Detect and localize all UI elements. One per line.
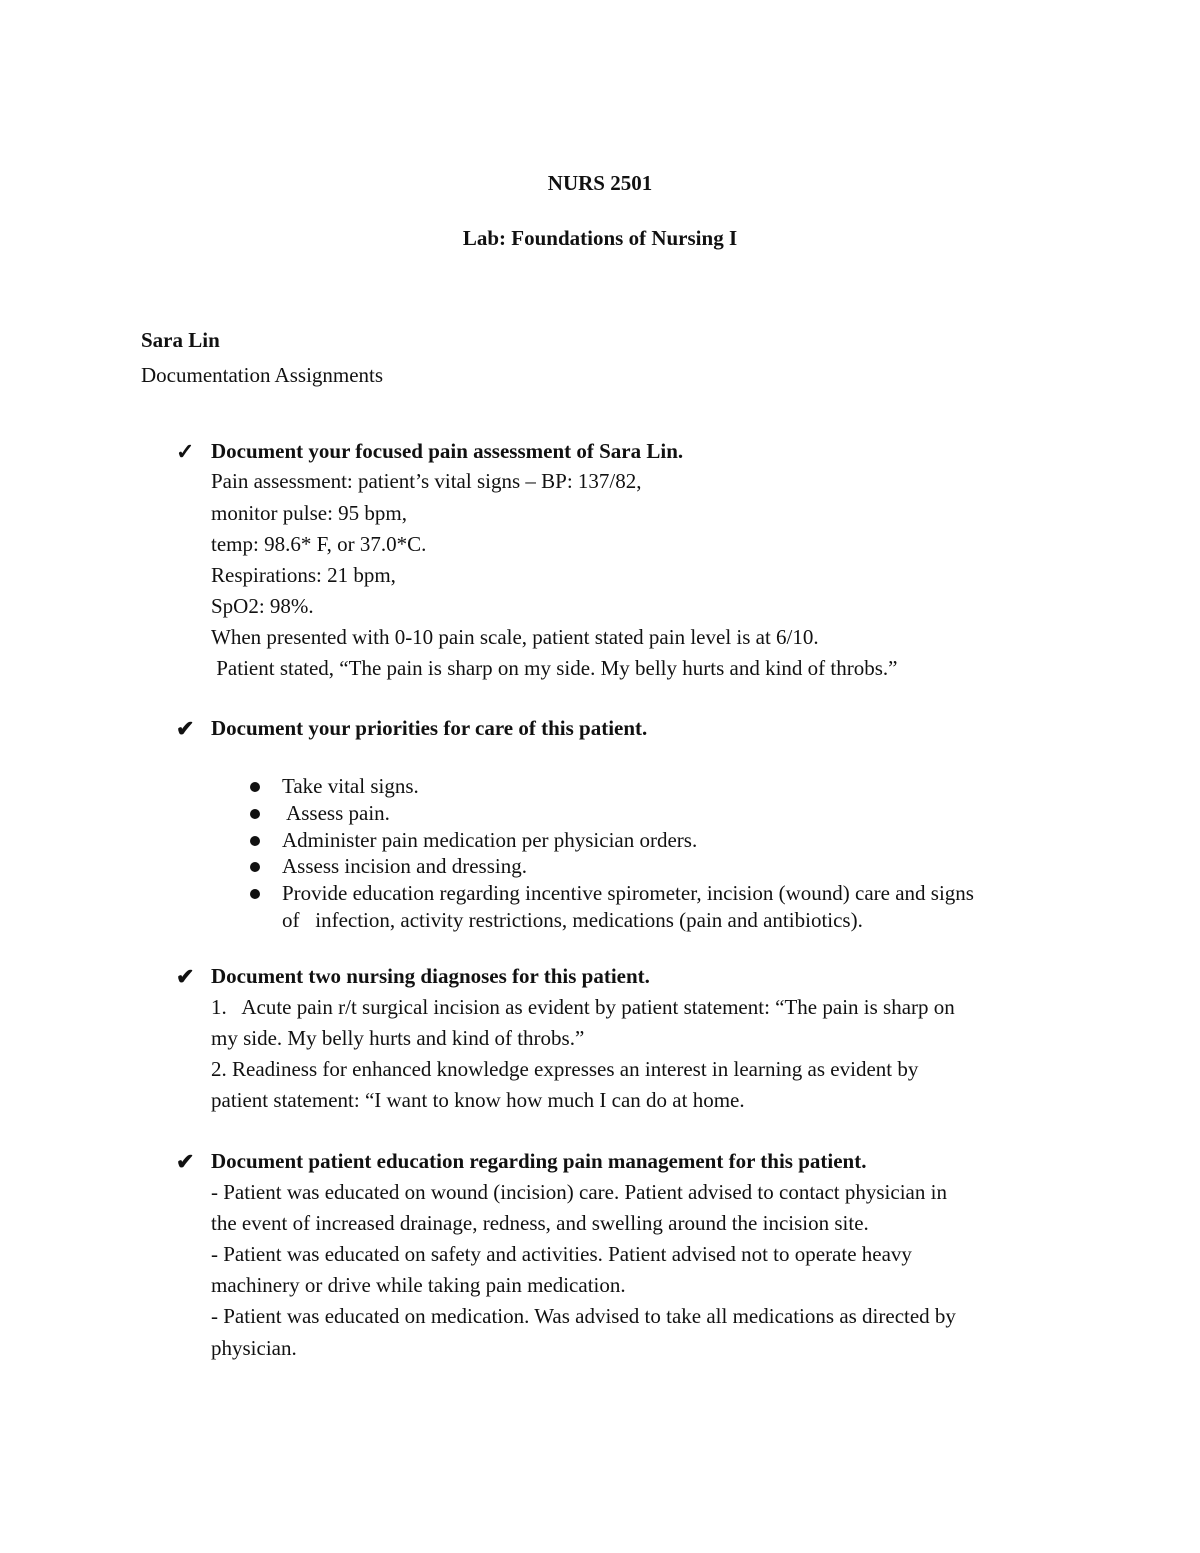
priority-item: Administer pain medication per physician orders.: [282, 828, 698, 852]
assessment-line: Pain assessment: patient’s vital signs – BP: 137/82,: [211, 469, 642, 493]
priority-item: Take vital signs.: [282, 774, 419, 798]
bullet-icon: [250, 782, 260, 792]
bullet-icon: [250, 809, 260, 819]
assessment-line: Respirations: 21 bpm,: [211, 563, 396, 587]
education-line: machinery or drive while taking pain medication.: [211, 1273, 626, 1297]
check-icon: ✔: [176, 716, 195, 741]
diagnosis-line: 1. Acute pain r/t surgical incision as evident by patient statement: “The pain is sharp on: [211, 995, 955, 1019]
section-heading: Document two nursing diagnoses for this patient.: [211, 964, 650, 988]
assessment-line: SpO2: 98%.: [211, 594, 314, 618]
priority-item: Assess incision and dressing.: [282, 854, 527, 878]
document-subtitle: Documentation Assignments: [141, 363, 384, 387]
assessment-line: When presented with 0-10 pain scale, patient stated pain level is at 6/10.: [211, 625, 819, 649]
section-heading: Document your focused pain assessment of Sara Lin.: [211, 439, 684, 463]
course-code: NURS 2501: [547, 171, 653, 195]
priority-item: Assess pain.: [282, 801, 390, 825]
patient-name: Sara Lin: [141, 328, 220, 352]
diagnosis-line: my side. My belly hurts and kind of throbs.”: [211, 1026, 585, 1050]
assessment-line: monitor pulse: 95 bpm,: [211, 501, 407, 525]
diagnosis-line: patient statement: “I want to know how much I can do at home.: [211, 1088, 745, 1112]
check-icon: ✓: [176, 439, 195, 464]
bullet-icon: [250, 862, 260, 872]
bullet-icon: [250, 836, 260, 846]
priority-item-continued: of infection, activity restrictions, medications (pain and antibiotics).: [282, 908, 863, 932]
priority-item: Provide education regarding incentive spirometer, incision (wound) care and signs: [282, 881, 974, 905]
section-heading: Document your priorities for care of this patient.: [211, 716, 648, 740]
assessment-line: Patient stated, “The pain is sharp on my side. My belly hurts and kind of throbs.”: [211, 656, 898, 680]
check-icon: ✔: [176, 1149, 195, 1174]
education-line: physician.: [211, 1336, 297, 1360]
education-line: - Patient was educated on wound (incision) care. Patient advised to contact physician in: [211, 1180, 947, 1204]
education-line: the event of increased drainage, redness, and swelling around the incision site.: [211, 1211, 869, 1235]
section-heading: Document patient education regarding pain management for this patient.: [211, 1149, 867, 1173]
diagnosis-line: 2. Readiness for enhanced knowledge expresses an interest in learning as evident by: [211, 1057, 919, 1081]
education-line: - Patient was educated on medication. Was advised to take all medications as directed by: [211, 1304, 956, 1328]
check-icon: ✔: [176, 964, 195, 989]
lab-title: Lab: Foundations of Nursing I: [462, 226, 738, 250]
assessment-line: temp: 98.6* F, or 37.0*C.: [211, 532, 427, 556]
bullet-icon: [250, 889, 260, 899]
education-line: - Patient was educated on safety and activities. Patient advised not to operate heavy: [211, 1242, 912, 1266]
